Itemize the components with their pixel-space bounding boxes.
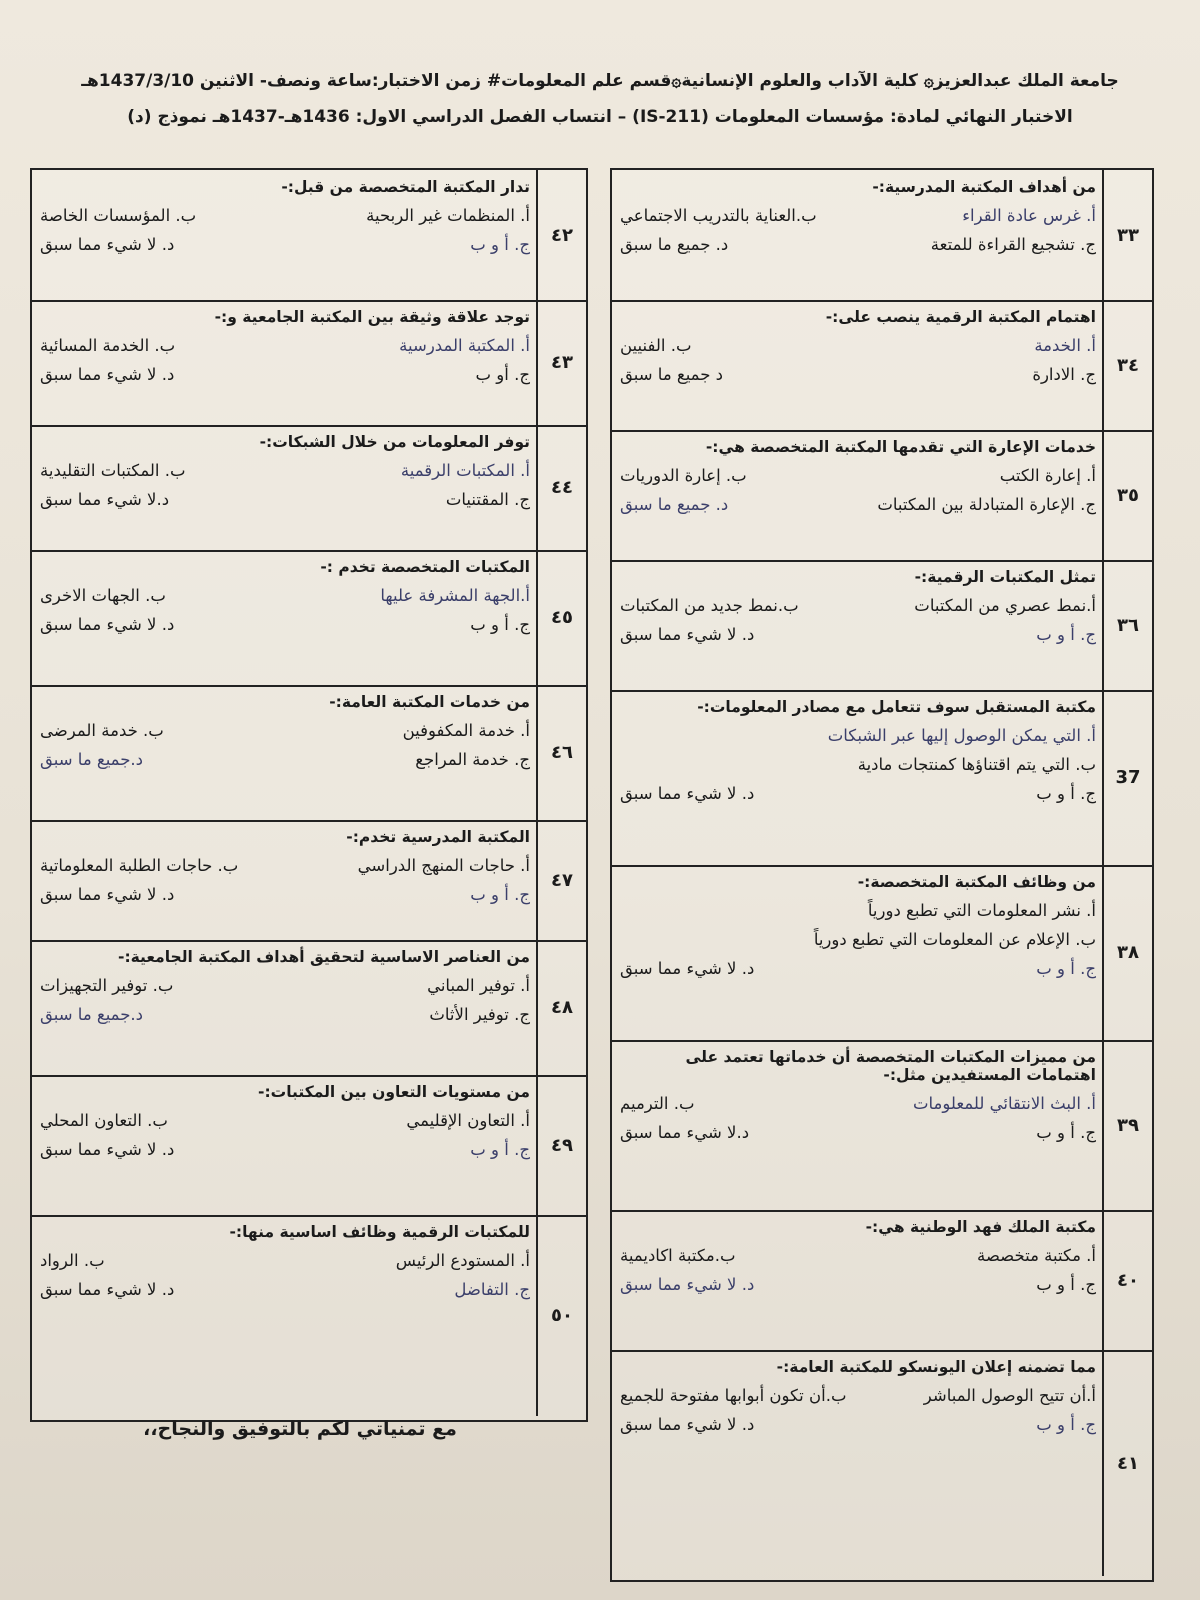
question-stem: من خدمات المكتبة العامة:- (329, 693, 530, 711)
option-b: ب. الترميم (620, 1094, 695, 1113)
option-a: أ. حاجات المنهج الدراسي (357, 856, 530, 875)
question-stem: خدمات الإعارة التي تقدمها المكتبة المتخصصة هي:- (705, 438, 1096, 456)
option-d: د. لا شيء مما سبق (40, 365, 175, 384)
option-b: ب. المكتبات التقليدية (40, 461, 186, 480)
option-a: أ.أن تتيح الوصول المباشر (923, 1386, 1096, 1405)
option-a: أ. توفير المباني (427, 976, 530, 995)
option-b: ب. الفنيين (620, 336, 692, 355)
header-course-line: الاختبار النهائي لمادة: مؤسسات المعلومات (IS-211) – انتساب الفصل الدراسي الاول: 1436هـ-1437هـ نموذج (د) (127, 107, 1073, 127)
question-stem: من أهداف المكتبة المدرسية:- (872, 178, 1096, 196)
closing-note: مع تمنياتي لكم بالتوفيق والنجاح،، (143, 1418, 457, 1440)
question-number: ٤٢ (536, 170, 586, 300)
option-c: ج. توفير الأثاث (429, 1005, 530, 1024)
question-stem: توجد علاقة وثيقة بين المكتبة الجامعية و:- (214, 308, 530, 326)
option-c: ج. أو ب (475, 365, 530, 384)
option-b: ب. خدمة المرضى (40, 721, 164, 740)
question-stem: المكتبة المدرسية تخدم:- (346, 828, 530, 846)
option-a: أ. التعاون الإقليمي (406, 1111, 530, 1130)
question-number: ٤٦ (536, 685, 586, 820)
question-stem: تمثل المكتبات الرقمية:- (914, 568, 1096, 586)
question-stem: المكتبات المتخصصة تخدم :- (320, 558, 530, 576)
question-stem: للمكتبات الرقمية وظائف اساسية منها:- (229, 1223, 530, 1241)
option-d: د. لا شيء مما سبق (620, 959, 755, 978)
option-d: د.جميع ما سبق (40, 750, 144, 769)
option-d: د جميع ما سبق (620, 365, 724, 384)
question-33 (612, 170, 1152, 302)
option-b: ب. إعارة الدوريات (620, 466, 747, 485)
question-number: ٣٦ (1102, 560, 1152, 690)
question-number: ٣٩ (1102, 1040, 1152, 1210)
question-38 (612, 865, 1152, 1042)
option-c: ج. أ و ب (1036, 1415, 1096, 1434)
option-d: د. لا شيء مما سبق (620, 1275, 755, 1294)
option-a: أ. الخدمة (1034, 336, 1096, 355)
option-c: ج. أ و ب (470, 1140, 530, 1159)
question-37 (612, 690, 1152, 867)
option-d: د. لا شيء مما سبق (40, 235, 175, 254)
option-c: ج. أ و ب (1036, 625, 1096, 644)
option-a: أ.نمط عصري من المكتبات (914, 596, 1096, 615)
option-a: أ. المستودع الرئيس (395, 1251, 530, 1270)
question-48 (32, 940, 586, 1077)
question-stem: مكتبة الملك فهد الوطنية هي:- (865, 1218, 1096, 1236)
question-number: ٤٩ (536, 1075, 586, 1215)
right-question-column (610, 168, 1154, 1582)
question-number: ٤٠ (1102, 1210, 1152, 1350)
option-b: ب. الجهات الاخرى (40, 586, 166, 605)
option-a: أ. نشر المعلومات التي تطبع دورياً (867, 901, 1096, 920)
option-c: ج. أ و ب (470, 615, 530, 634)
question-number: ٥٠ (536, 1215, 586, 1416)
question-39 (612, 1040, 1152, 1212)
question-number: ٣٤ (1102, 300, 1152, 430)
option-d: د.جميع ما سبق (40, 1005, 144, 1024)
question-stem: من مستويات التعاون بين المكتبات:- (258, 1083, 530, 1101)
option-a: أ. التي يمكن الوصول إليها عبر الشبكات (827, 726, 1096, 745)
option-d: د. لا شيء مما سبق (620, 784, 755, 803)
option-c: ج. خدمة المراجع (415, 750, 530, 769)
option-b: ب. حاجات الطلبة المعلوماتية (40, 856, 239, 875)
question-stem: تدار المكتبة المتخصصة من قبل:- (281, 178, 530, 196)
option-d: د. لا شيء مما سبق (620, 1415, 755, 1434)
question-40 (612, 1210, 1152, 1352)
option-d: د. لا شيء مما سبق (40, 1140, 175, 1159)
option-d: د. لا شيء مما سبق (40, 885, 175, 904)
option-b: ب.العناية بالتدريب الاجتماعي (620, 206, 817, 225)
option-d: د.لا شيء مما سبق (620, 1123, 750, 1142)
question-45 (32, 550, 586, 687)
option-d: د. لا شيء مما سبق (40, 1280, 175, 1299)
question-43 (32, 300, 586, 427)
question-stem: اهتمام المكتبة الرقمية ينصب على:- (825, 308, 1096, 326)
option-d: د.لا شيء مما سبق (40, 490, 170, 509)
question-number: ٤٨ (536, 940, 586, 1075)
option-d: د. لا شيء مما سبق (40, 615, 175, 634)
option-a: أ. البث الانتقائي للمعلومات (912, 1094, 1096, 1113)
option-c: ج. التفاضل (454, 1280, 530, 1299)
option-b: ب. المؤسسات الخاصة (40, 206, 197, 225)
question-number: ٣٨ (1102, 865, 1152, 1040)
question-stem: من مميزات المكتبات المتخصصة أن خدماتها تعتمد على اهتمامات المستفيدين مثل:- (685, 1048, 1096, 1084)
question-number: ٣٣ (1102, 170, 1152, 300)
question-stem: من وظائف المكتبة المتخصصة:- (857, 873, 1096, 891)
question-36 (612, 560, 1152, 692)
question-number: ٣٥ (1102, 430, 1152, 560)
option-a: أ. المنظمات غير الربحية (366, 206, 530, 225)
question-47 (32, 820, 586, 942)
question-49 (32, 1075, 586, 1217)
option-c: ج. أ و ب (470, 885, 530, 904)
option-c: ج. أ و ب (1036, 784, 1096, 803)
question-46 (32, 685, 586, 822)
option-a: أ. خدمة المكفوفين (402, 721, 530, 740)
option-a: أ. مكتبة متخصصة (976, 1246, 1096, 1265)
option-a: أ. غرس عادة القراء (962, 206, 1096, 225)
left-question-column (30, 168, 588, 1422)
question-number: ٤٧ (536, 820, 586, 940)
option-b: ب. التعاون المحلي (40, 1111, 168, 1130)
option-c: ج. المقتنيات (445, 490, 530, 509)
option-b: ب. الرواد (40, 1251, 105, 1270)
question-34 (612, 300, 1152, 432)
option-c: ج. الادارة (1032, 365, 1096, 384)
question-50 (32, 1215, 586, 1416)
option-b: ب. الخدمة المسائية (40, 336, 176, 355)
question-stem: من العناصر الاساسية لتحقيق أهداف المكتبة الجامعية:- (118, 948, 530, 966)
exam-header (30, 70, 1170, 127)
option-a: أ. إعارة الكتب (999, 466, 1096, 485)
option-c: ج. أ و ب (1036, 1123, 1096, 1142)
option-c: ج. أ و ب (1036, 959, 1096, 978)
option-b: ب. الإعلام عن المعلومات التي تطبع دورياً (813, 930, 1096, 949)
option-a: أ. المكتبات الرقمية (400, 461, 530, 480)
option-b: ب.أن تكون أبوابها مفتوحة للجميع (620, 1386, 847, 1405)
question-number: ٤٣ (536, 300, 586, 425)
question-35 (612, 430, 1152, 562)
question-stem: مما تضمنه إعلان اليونسكو للمكتبة العامة:- (776, 1358, 1096, 1376)
question-44 (32, 425, 586, 552)
option-d: د. جميع ما سبق (620, 495, 729, 514)
question-41 (612, 1350, 1152, 1576)
option-d: د. جميع ما سبق (620, 235, 729, 254)
option-c: ج. تشجيع القراءة للمتعة (930, 235, 1096, 254)
header-university-line: جامعة الملك عبدالعزيز۞ كلية الآداب والعلوم الإنسانية۞قسم علم المعلومات# زمن الاختبار:ساعة ونصف- الاثنين 1437/3/10هـ (81, 71, 1119, 91)
option-b: ب. التي يتم اقتناؤها كمنتجات مادية (857, 755, 1096, 774)
option-b: ب.نمط جديد من المكتبات (620, 596, 799, 615)
option-c: ج. الإعارة المتبادلة بين المكتبات (877, 495, 1096, 514)
option-c: ج. أ و ب (1036, 1275, 1096, 1294)
question-number: ٤٤ (536, 425, 586, 550)
option-c: ج. أ و ب (470, 235, 530, 254)
option-b: ب.مكتبة اكاديمية (620, 1246, 736, 1265)
question-number: 37 (1102, 690, 1152, 865)
question-number: ٤٥ (536, 550, 586, 685)
option-a: أ.الجهة المشرفة عليها (380, 586, 530, 605)
option-a: أ. المكتبة المدرسية (399, 336, 530, 355)
question-stem: مكتبة المستقبل سوف تتعامل مع مصادر المعلومات:- (697, 698, 1096, 716)
question-number: ٤١ (1102, 1350, 1152, 1576)
question-stem: توفر المعلومات من خلال الشبكات:- (259, 433, 530, 451)
option-b: ب. توفير التجهيزات (40, 976, 174, 995)
question-42 (32, 170, 586, 302)
option-d: د. لا شيء مما سبق (620, 625, 755, 644)
